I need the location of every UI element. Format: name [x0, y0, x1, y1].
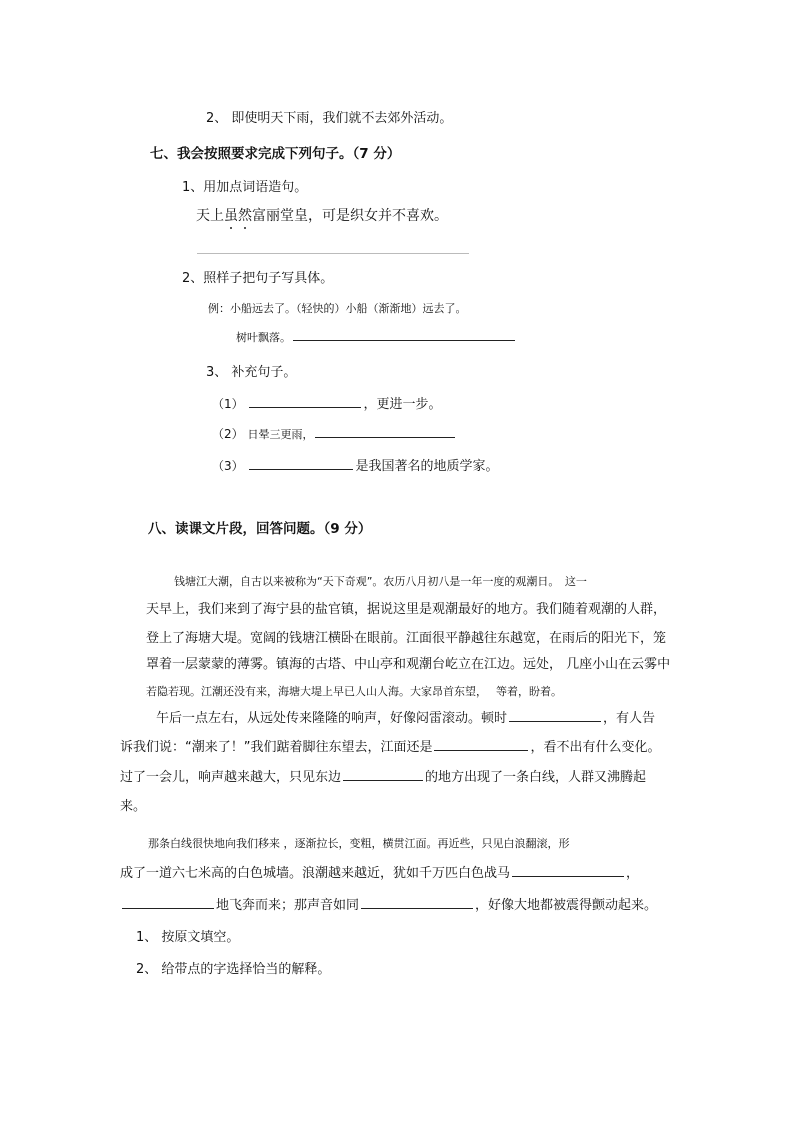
passage-p3-line-3: [120, 899, 657, 912]
prev-question-item-2: 2、 即使明天下雨，我们就不去郊外活动。: [206, 111, 453, 126]
section-7-sub1-label: 1、用加点词语造句。: [182, 180, 308, 195]
answer-line-sub1[interactable]: [197, 253, 469, 254]
section-7-heading: 七、我会按照要求完成下列句子。（7 分）: [150, 146, 401, 162]
line-text: ，好像大地都被震得颤动起来。: [475, 898, 658, 913]
fill-blank-1[interactable]: [509, 720, 601, 722]
passage-p1-line-1: 钱塘江大潮，自古以来被称为“天下奇观”。农历八月初八是一年一度的观潮日。 这一: [174, 575, 587, 588]
section-7-sub1-sentence: [196, 209, 448, 223]
section-7-sub3-label: 3、 补充句子。: [206, 365, 297, 380]
fill-blank-6[interactable]: [361, 907, 473, 909]
dotted-char-1: 虽: [224, 208, 238, 224]
line-text: 过了一会儿，响声越来越大，只见东边: [120, 770, 342, 785]
sentence-prefix: 天上: [196, 208, 224, 224]
passage-p1-line-2: 天早上，我们来到了海宁县的盐官镇，据说这里是观潮最好的地方。我们随着观潮的人群，: [146, 602, 667, 617]
item-number: （3）: [212, 459, 244, 473]
section-7-sub2-task: [236, 332, 517, 343]
item-text: 是我国著名的地质学家。: [355, 459, 499, 474]
line-text: 的地方出现了一条白线，人群又沸腾起: [425, 770, 647, 785]
section-8-sub1: 1、 按原文填空。: [136, 930, 240, 945]
passage-p2-line-4: 来。: [120, 799, 147, 814]
passage-p2-line-3: [120, 771, 646, 784]
section-7-sub3-item-1: [212, 398, 441, 411]
passage-p3-line-2: [120, 867, 639, 880]
passage-p1-line-4: 罩着一层蒙蒙的薄雾。镇海的古塔、中山亭和观潮台屹立在江边。远处， 几座小山在云雾中: [146, 657, 671, 672]
answer-blank-sub2[interactable]: [293, 339, 515, 341]
task-text: 树叶飘落。: [236, 331, 291, 344]
dotted-char-2: 然: [238, 208, 252, 224]
line-text: ，有人告: [603, 711, 656, 726]
item-text: 日晕三更雨，: [247, 428, 314, 441]
section-7-sub2-label: 2、照样子把句子写具体。: [182, 271, 334, 286]
fill-blank-2[interactable]: [434, 749, 528, 751]
section-7-sub3-item-3: [212, 460, 498, 473]
passage-p3-line-1: 那条白线很快地向我们移来 ，逐渐拉长，变粗，横贯江面。再近些，只见白浪翻滚，形: [148, 837, 570, 850]
passage-p1-line-3: 登上了海塘大堤。宽阔的钱塘江横卧在眼前。江面很平静越往东越宽，在雨后的阳光下，笼: [146, 631, 667, 646]
line-text: 诉我们说：“潮来了！”我们踮着脚往东望去，江面还是: [120, 740, 433, 755]
fill-blank-4[interactable]: [512, 875, 624, 877]
answer-blank-3-3[interactable]: [249, 468, 353, 470]
line-text: 地飞奔而来；那声音如同: [216, 898, 360, 913]
line-text: 午后一点左右，从远处传来隆隆的响声，好像闷雷滚动。顿时: [156, 711, 508, 726]
item-text: ，更进一步。: [363, 397, 442, 412]
passage-p1-line-5: 若隐若现。江潮还没有来，海塘大堤上早已人山人海。大家昂首东望， 等着，盼着。: [146, 685, 562, 698]
answer-blank-3-1[interactable]: [249, 406, 361, 408]
answer-blank-3-2[interactable]: [315, 436, 455, 438]
line-text: 成了一道六七米高的白色城墙。浪潮越来越近，犹如千万匹白色战马: [120, 866, 511, 881]
fill-blank-5[interactable]: [122, 907, 214, 909]
section-7-sub2-example: 例：小船远去了。（轻快的）小船（渐渐地）远去了。: [208, 302, 467, 315]
passage-p2-line-2: [120, 741, 661, 754]
passage-p2-line-1: [156, 712, 655, 725]
section-8-heading: 八、读课文片段，回答问题。（9 分）: [148, 521, 372, 537]
item-number: （2）: [212, 427, 244, 441]
item-number: （1）: [212, 397, 244, 411]
sentence-suffix: 富丽堂皇，可是织女并不喜欢。: [252, 208, 448, 224]
line-text: ，: [626, 866, 640, 881]
line-text: ，看不出有什么变化。: [530, 740, 661, 755]
section-8-sub2: 2、 给带点的字选择恰当的解释。: [136, 962, 331, 977]
section-7-sub3-item-2: [212, 428, 457, 440]
fill-blank-3[interactable]: [343, 779, 423, 781]
